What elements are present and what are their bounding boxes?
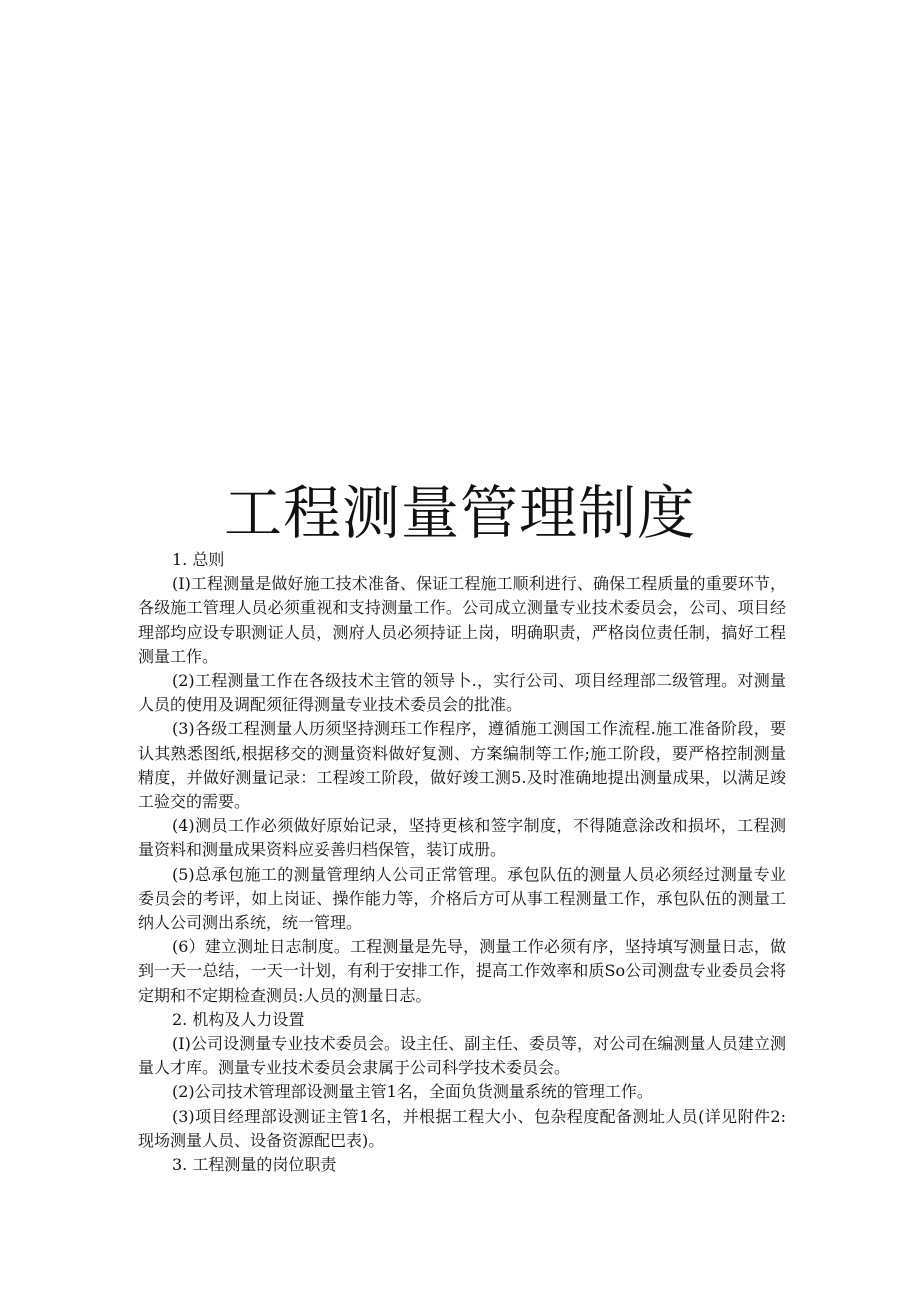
document-body xyxy=(138,548,786,1177)
paragraph: (6）建立测址日志制度。工程测量是先导，测量工作必须有序，坚持填写测量日志，做到一天一总结，一天一计划，有利于安排工作，提高工作效率和质So公司测盘专业委员会将定期和不定期检查测员:人员的测量日志。 xyxy=(138,937,786,1005)
paragraph: (4)测员工作必须做好原始记录，坚持更核和签字制度，不得随意涂改和损坏，工程测量资料和测量成果资料应妥善归档保管，装订成册。 xyxy=(138,816,786,860)
paragraph: (5)总承包施工的测量管理纳人公司正常管理。承包队伍的测量人员必须经过测量专业委员会的考评，如上岗证、操作能力等，介格后方可从事工程测量工作，承包队伍的测量工纳人公司测出系统，统一管理。 xyxy=(138,864,786,933)
paragraph: (I)工程测量是做好施工技术准备、保证工程施工顺利进行、确保工程质量的重要环节，各级施工管理人员必须重视和支持测量工作。公司成立测量专业技术委员会，公司、项目经理部均应设专职测证人员，测府人员必须持证上岗，明确职责，严格岗位责任制，搞好工程测量工作。 xyxy=(138,574,786,666)
paragraph: (2)工程测量工作在各级技术主管的领导卜.，实行公司、项目经理部二级管理。对测量人员的使用及调配须征得测量专业技术委员会的批准。 xyxy=(138,671,786,715)
section-heading-general: 1. 总则 xyxy=(172,550,225,569)
paragraph: (3)项目经理部设测证主管1名，并根据工程大小、包杂程度配备测址人员(详见附件2:现场测量人员、设备资源配巴表)。 xyxy=(138,1106,786,1150)
section-heading-organization: 2. 机构及人力设置 xyxy=(172,1009,305,1029)
document-title: 工程测量管理制度 xyxy=(223,479,696,547)
paragraph: (I)公司设测量专业技术委员会。设主任、副主任、委员等，对公司在编测量人员建立测量人才库。测量专业技术委员会隶属于公司科学技术委员会。 xyxy=(138,1034,786,1078)
section-heading-responsibilities: 3. 工程测量的岗位职责 xyxy=(172,1155,337,1175)
paragraph: (2)公司技术管理部设测量主管1名，全面负货测量系统的管理工作。 xyxy=(172,1082,653,1102)
paragraph: (3)各级工程测量人历须坚持测珏工作程序，遵循施工测国工作流程.施工准备阶段，要认其熟悉图纸,根据移交的测量资料做好复测、方案编制等工作;施工阶段，要严格控制测量精度，并做好测量记录：工程竣工阶段，做好竣工测5.及时准确地提出测量成果，以满足竣工验交的需要。 xyxy=(138,719,786,812)
